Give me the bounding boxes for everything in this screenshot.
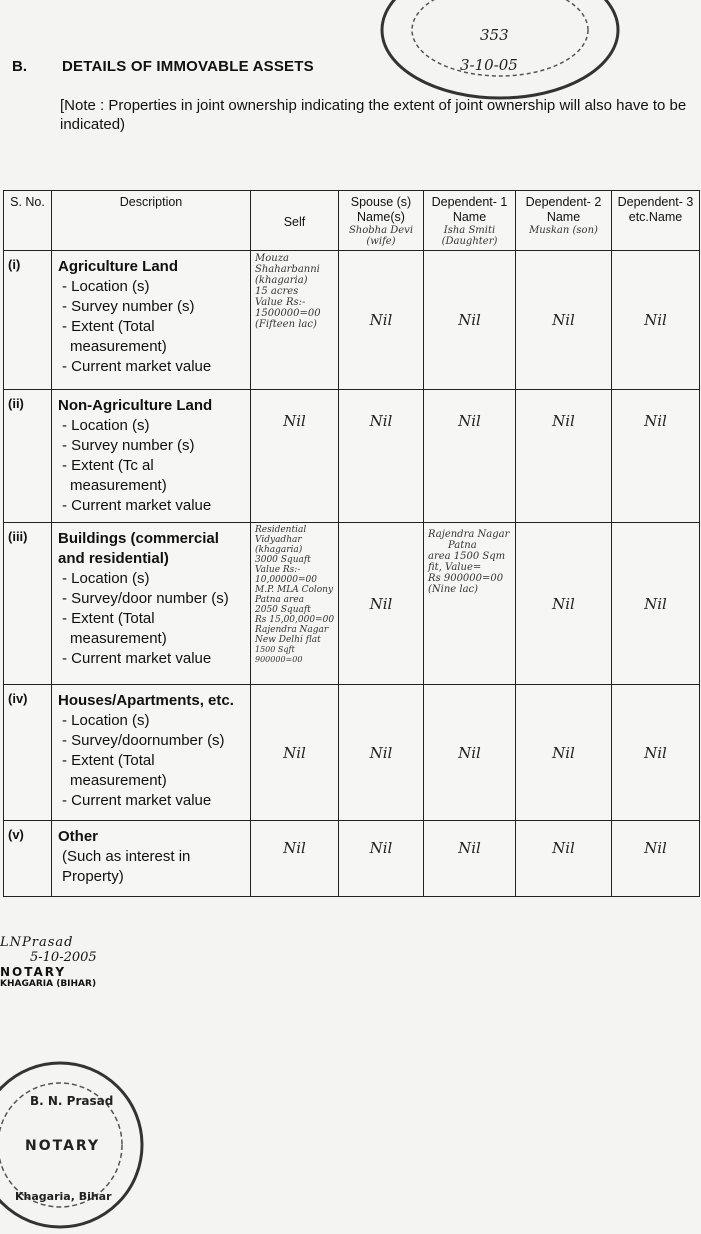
registration-stamp [380, 0, 630, 120]
row-sno: (ii) [4, 390, 52, 523]
dep1-value: Nil [424, 685, 516, 821]
hw-line: 1500000=00 [255, 308, 321, 319]
dep3-value: Nil [612, 685, 700, 821]
row-title: Houses/Apartments, etc. [58, 692, 234, 709]
hw-line: (Nine lac) [428, 584, 479, 595]
header-dep2-handwritten: Muskan (son) [529, 225, 598, 236]
desc-item: - Survey number (s) [62, 437, 195, 454]
row-buildings [4, 523, 700, 685]
row-title: Buildings (commercial and residential) [58, 530, 219, 567]
hw-line: Rajendra Nagar [428, 529, 510, 540]
dep2-value: Nil [516, 821, 612, 897]
spouse-value: Nil [339, 390, 424, 523]
section-title: DETAILS OF IMMOVABLE ASSETS [62, 58, 314, 75]
dep2-value: Nil [516, 523, 612, 685]
row-description [52, 523, 251, 685]
dep3-value: Nil [612, 390, 700, 523]
seal-place: Khagaria, Bihar [15, 1190, 112, 1203]
hw-line: M.P. MLA Colony [255, 585, 334, 595]
dep3-value: Nil [612, 821, 700, 897]
hw-line: Rs 15,00,000=00 [255, 615, 335, 625]
desc-item: measurement) [70, 772, 167, 789]
row-description [52, 251, 251, 390]
row-sno: (i) [4, 251, 52, 390]
dep2-value: Nil [516, 685, 612, 821]
self-value [251, 251, 339, 390]
header-dependent-3: Dependent- 3 etc.Name [612, 191, 700, 251]
row-sno: (iv) [4, 685, 52, 821]
row-description [52, 390, 251, 523]
hw-line: New Delhi flat [255, 635, 321, 645]
hw-line: 10,00000=00 [255, 575, 317, 585]
desc-item: - Survey/doornumber (s) [62, 732, 225, 749]
header-dep2-label: Dependent- 2 Name [525, 195, 602, 224]
header-description: Description [52, 191, 251, 251]
header-spouse-label: Spouse (s) Name(s) [350, 195, 412, 224]
dep3-value: Nil [612, 251, 700, 390]
seal-name: B. N. Prasad [30, 1094, 114, 1108]
header-row [4, 191, 700, 251]
immovable-assets-table [3, 190, 700, 897]
desc-item: - Current market value [62, 792, 212, 809]
desc-item: - Current market value [62, 358, 212, 375]
self-value: Nil [251, 821, 339, 897]
header-self: Self [251, 191, 339, 251]
desc-item: - Extent (Total [62, 610, 155, 627]
notary-seal [0, 1060, 160, 1230]
self-value: Nil [251, 685, 339, 821]
desc-item: - Location (s) [62, 712, 150, 729]
hw-line: Mouza [255, 253, 289, 264]
hw-line: 3000 Squaft [255, 555, 311, 565]
notary-signature-block [0, 935, 150, 989]
section-letter: B. [12, 58, 27, 75]
dep3-value: Nil [612, 523, 700, 685]
dep2-value: Nil [516, 251, 612, 390]
hw-line: (khagaria) [255, 545, 303, 555]
dep1-value: Nil [424, 390, 516, 523]
stamp-date: 3-10-05 [460, 56, 518, 74]
desc-item: - Extent (Tc al [62, 457, 154, 474]
row-houses-apartments [4, 685, 700, 821]
dep1-value [424, 523, 516, 685]
row-title: Agriculture Land [58, 258, 179, 275]
dep1-value: Nil [424, 821, 516, 897]
stamp-code: 353 [480, 26, 509, 44]
header-sno: S. No. [4, 191, 52, 251]
row-agriculture-land [4, 251, 700, 390]
signature-date: 5-10-2005 [30, 950, 97, 965]
self-value [251, 523, 339, 685]
hw-line: Residential [255, 525, 307, 535]
header-dep1-label: Dependent- 1 Name [431, 195, 508, 224]
header-spouse [339, 191, 424, 251]
desc-item: (Such as interest in [62, 848, 191, 865]
hw-line: Value Rs:- [255, 565, 301, 575]
row-title: Other [58, 828, 99, 845]
desc-item: - Location (s) [62, 278, 150, 295]
desc-item: - Location (s) [62, 570, 150, 587]
hw-line: Patna area [255, 595, 305, 605]
hw-line: area 1500 Sqm [428, 551, 506, 562]
desc-item: measurement) [70, 630, 167, 647]
desc-item: measurement) [70, 338, 167, 355]
hw-line: Patna [448, 540, 477, 551]
header-dependent-2 [516, 191, 612, 251]
dep1-value: Nil [424, 251, 516, 390]
row-other [4, 821, 700, 897]
hw-line: 1500 Sqft 900000=00 [255, 645, 303, 664]
row-sno: (iii) [4, 523, 52, 685]
desc-item: Property) [62, 868, 124, 885]
dep2-value: Nil [516, 390, 612, 523]
desc-item: - Extent (Total [62, 752, 155, 769]
hw-line: 15 acres [255, 286, 299, 297]
row-non-agriculture-land [4, 390, 700, 523]
desc-item: - Current market value [62, 650, 212, 667]
hw-line: Rajendra Nagar [255, 625, 329, 635]
hw-line: (khagaria) [255, 275, 308, 286]
row-description [52, 685, 251, 821]
hw-line: fit, Value= [428, 562, 482, 573]
desc-item: - Current market value [62, 497, 212, 514]
spouse-value: Nil [339, 523, 424, 685]
row-title: Non-Agriculture Land [58, 397, 213, 414]
hw-line: (Fifteen lac) [255, 319, 317, 330]
spouse-value: Nil [339, 251, 424, 390]
hw-line: Value Rs:- [255, 297, 306, 308]
header-spouse-handwritten: Shobha Devi (wife) [348, 225, 414, 247]
desc-item: - Location (s) [62, 417, 150, 434]
hw-line: Vidyadhar [255, 535, 302, 545]
desc-item: measurement) [70, 477, 167, 494]
hw-line: 2050 Squaft [255, 605, 311, 615]
desc-item: - Extent (Total [62, 318, 155, 335]
signature-line-2: KHAGARIA (BIHAR) [0, 979, 97, 989]
header-dep1-handwritten: Isha Smiti (Daughter) [441, 225, 498, 247]
desc-item: - Survey number (s) [62, 298, 195, 315]
seal-title: NOTARY [25, 1138, 101, 1154]
self-value: Nil [251, 390, 339, 523]
desc-item: - Survey/door number (s) [62, 590, 229, 607]
row-sno: (v) [4, 821, 52, 897]
signature-name: LNPrasad [0, 935, 74, 950]
header-dependent-1 [424, 191, 516, 251]
signature-line-1: NOTARY [0, 965, 67, 979]
hw-line: Shaharbanni [255, 264, 320, 275]
spouse-value: Nil [339, 821, 424, 897]
spouse-value: Nil [339, 685, 424, 821]
note-text: [Note : Properties in joint ownership indicating the extent of joint ownership will also have to be indicated) [60, 97, 687, 133]
row-description [52, 821, 251, 897]
hw-line: Rs 900000=00 [428, 573, 504, 584]
